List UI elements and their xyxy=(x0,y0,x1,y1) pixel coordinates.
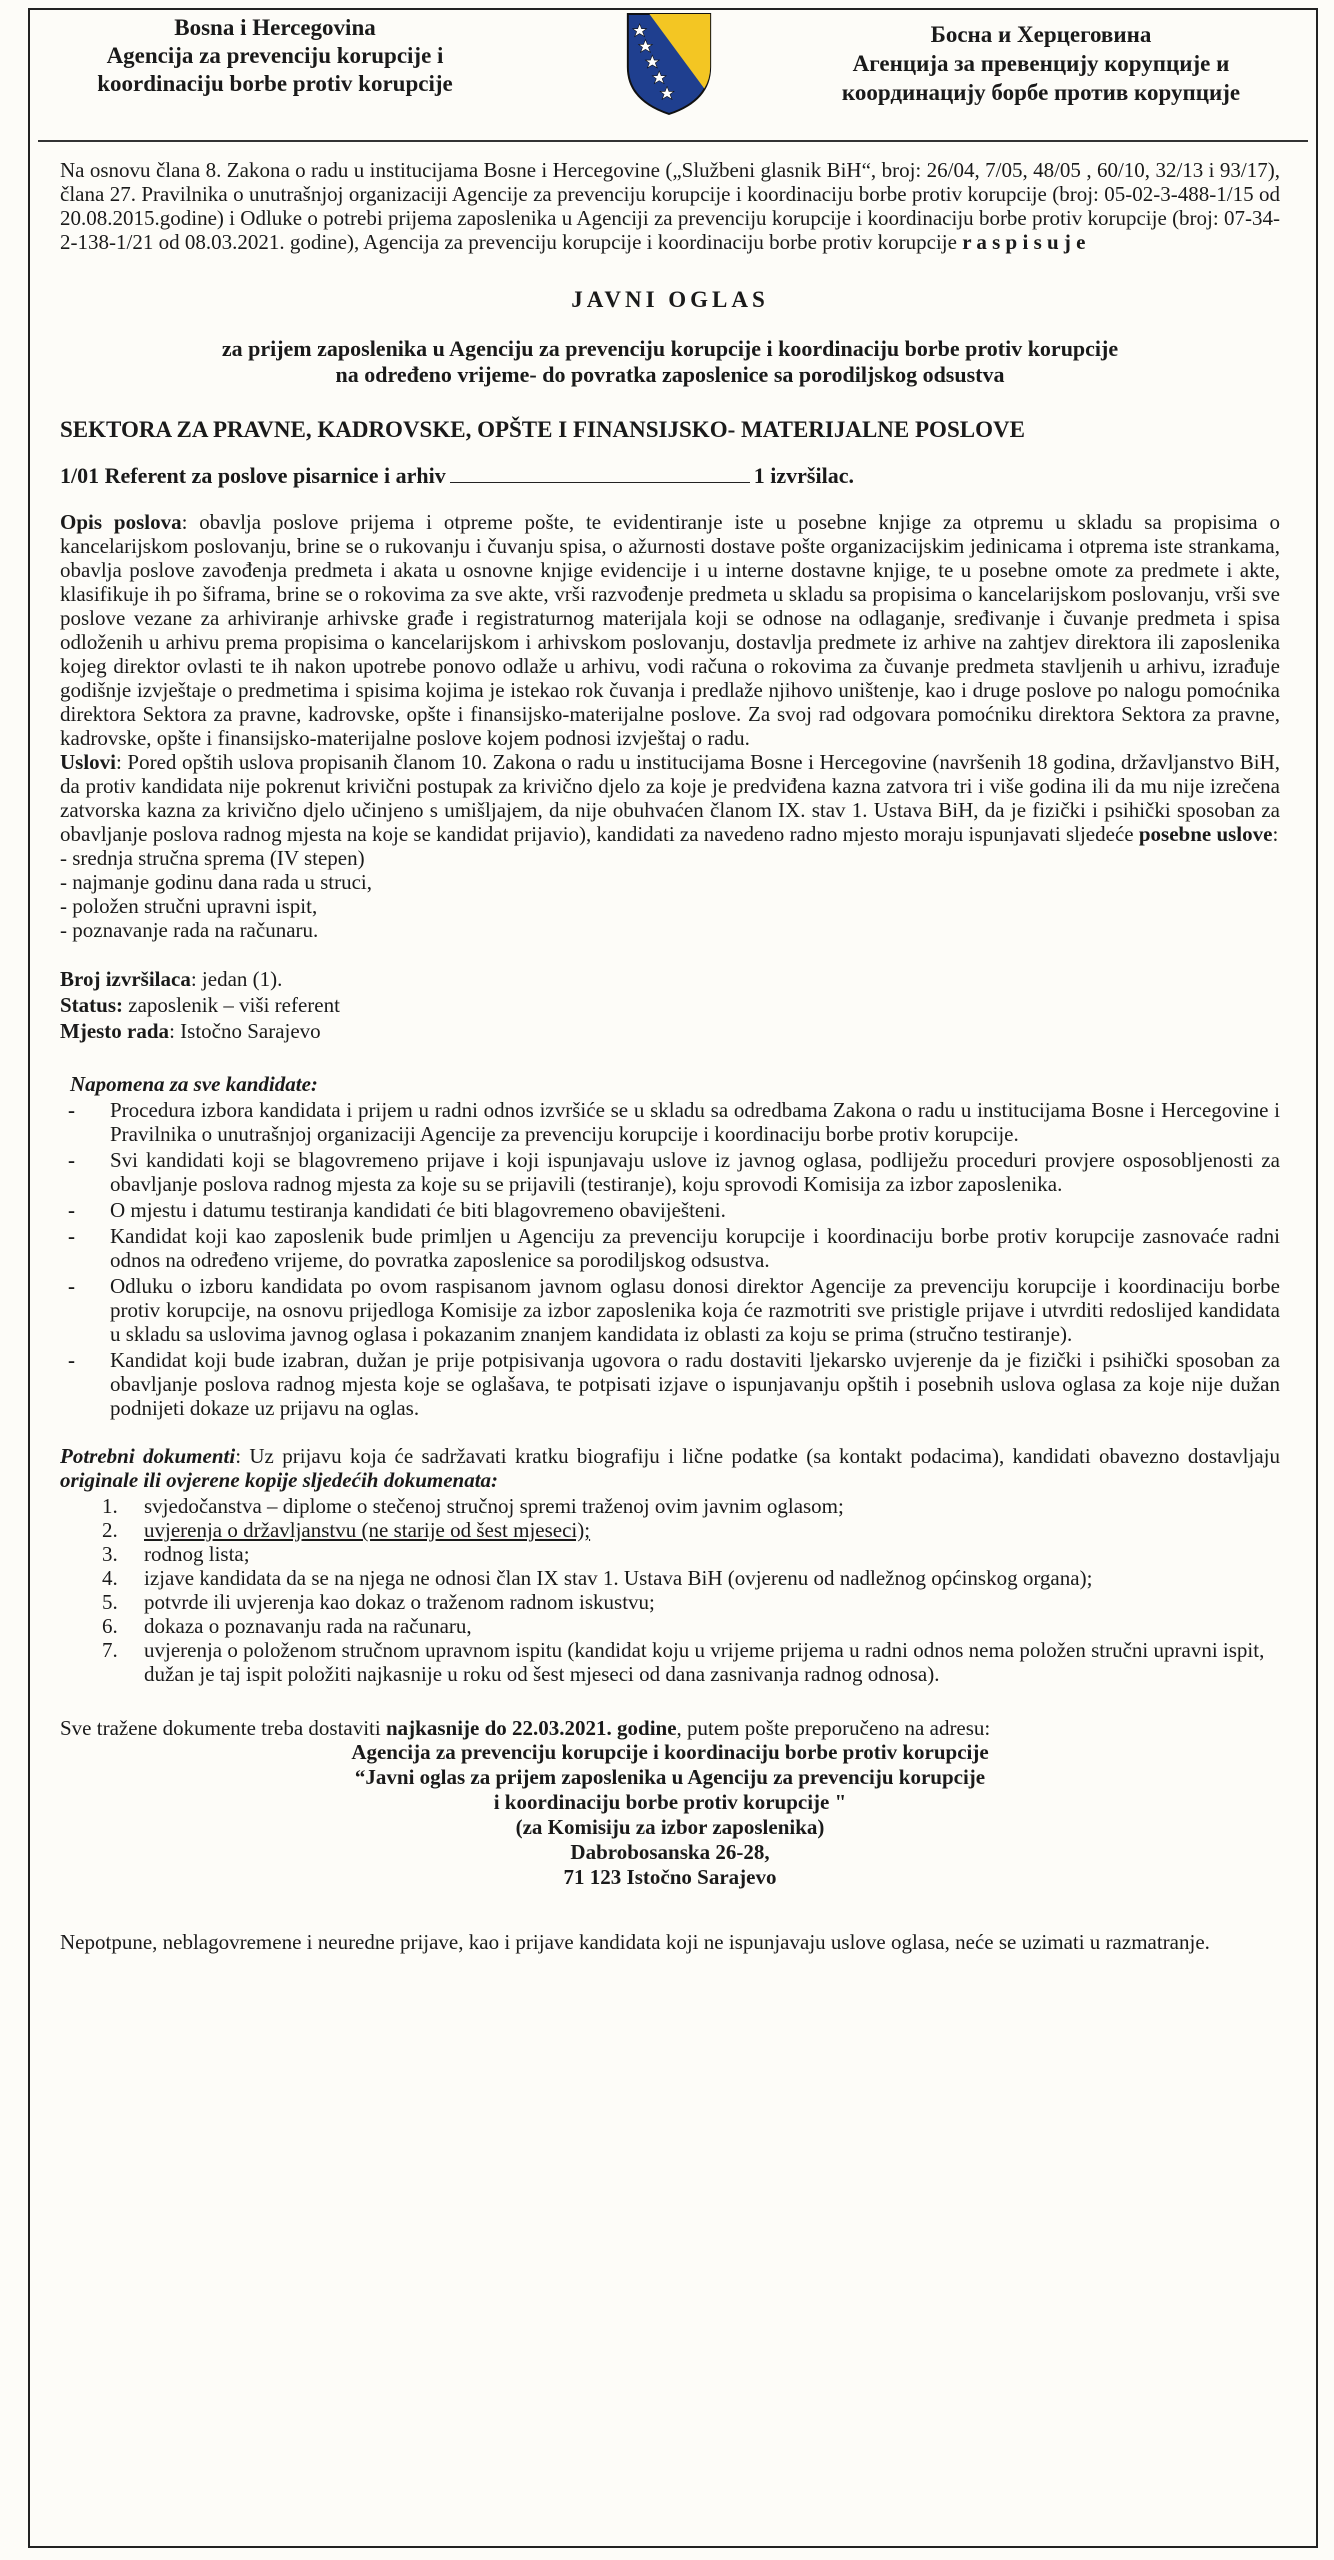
ad-subtitle xyxy=(60,336,1280,388)
list-item xyxy=(60,1638,1280,1686)
letterhead-latin xyxy=(40,14,510,98)
sector-heading: SEKTORA ZA PRAVNE, KADROVSKE, OPŠTE I FINANSIJSKO- MATERIJALNE POSLOVE xyxy=(60,417,1025,442)
address-line: “Javni oglas za prijem zaposlenika u Agenciju za prevenciju korupcije xyxy=(354,1765,986,1789)
address-line: Dabrobosanska 26-28, xyxy=(570,1840,770,1864)
letterhead-cyrillic-line: координацију борбе против корупције xyxy=(841,80,1241,105)
ad-title: JAVNI OGLAS xyxy=(571,287,769,312)
list-item: - poznavanje rada na računaru. xyxy=(60,918,319,942)
list-item: - Kandidat koji bude izabran, dužan je prije potpisivanja ugovora o radu dostaviti ljekarsko uvjerenje da je fizički i psihički sposoban za obavljanje poslova radnog mjesta koje se oglašava, te potpisati izjave o ispunjavanju opštih i posebnih uslova oglasa za koje nije dužan podnijeti dokaze uz prijavu na oglas. xyxy=(60,1348,1280,1420)
position-underline xyxy=(450,468,750,483)
position-count: 1 izvršilac. xyxy=(753,463,854,488)
letterhead-cyrillic-line: Босна и Херцеговина xyxy=(930,22,1152,47)
subtitle-line: za prijem zaposlenika u Agenciju za prevenciju korupcije i koordinaciju borbe protiv korupcije xyxy=(221,336,1119,361)
list-item xyxy=(60,1590,1280,1614)
meta-row xyxy=(60,1018,1280,1044)
header-divider xyxy=(38,140,1308,142)
ad-body xyxy=(60,158,1280,1954)
job-description xyxy=(60,510,1280,750)
address-line: Agencija za prevenciju korupcije i koordinaciju borbe protiv korupcije xyxy=(351,1740,989,1764)
job-description-label: Opis poslova xyxy=(60,510,182,534)
job-description-text: : obavlja poslove prijema i otpreme pošte, te evidentiranje iste u posebne knjige za otpremu u skladu sa propisima o kancelarijskom poslovanju, brine se o rukovanju i čuvanju spisa, o ažurnosti dostave pošte organizacijskim jedinicama i otprema iste strankama, obavlja poslove zavođenja predmeta i akata u osnovne knjige evidencije i u interne dostavne knjige, te u posebne omote za predmete i akte, klasifikuje ih po šiframa, brine se o rokovima za sve akte, vrši razvođenje predmeta u skladu sa propisima o kancelarijskom poslovanju, vrši sve poslove vezane za arhiviranje arhivske građe i registraturnog materijala koji se odnose na odlaganje, sređivanje i čuvanje predmeta i spisa odloženih u arhivu prema propisima o kancelarijskom i arhivskom poslovanju, dostavlja predmete iz arhive na zahtjev direktora ili zaposlenika kojeg direktor ovlasti te ih nakon upotrebe ponovo odlaže u arhivu, vodi računa o rokovima za čuvanje predmeta stavljenih u arhivu, izrađuje godišnje izvještaje o predmetima i spisima kojima je istekao rok čuvanja i predlaže njihovo uništenje, kao i druge poslove po nalogu pomoćnika direktora Sektora za pravne, kadrovske, opšte i finansijsko-materijalne poslove. Za svoj rad odgovara pomoćniku direktora Sektora za pravne, kadrovske, opšte i finansijsko-materijalne poslove kojem podnosi izvještaj o radu. xyxy=(60,510,1280,750)
list-item: - srednja stručna sprema (IV stepen) xyxy=(60,846,365,870)
meta-value: : jedan (1). xyxy=(190,967,283,991)
ad-frame xyxy=(28,8,1318,2548)
list-number: 6. xyxy=(102,1614,118,1638)
notes-heading: Napomena za sve kandidate: xyxy=(70,1072,318,1096)
document-text: potvrde ili uvjerenja kao dokaz o traženom radnom iskustvu; xyxy=(144,1590,655,1614)
meta-label: Mjesto rada xyxy=(60,1019,170,1043)
meta-value: : Istočno Sarajevo xyxy=(169,1019,321,1043)
meta-label: Status: xyxy=(60,993,124,1017)
address-line: (za Komisiju za izbor zaposlenika) xyxy=(515,1815,825,1839)
conditions-list xyxy=(60,846,1280,942)
list-item: - Svi kandidati koji se blagovremeno prijave i koji ispunjavaju uslove iz javnog oglasa, podliježu proceduri provjere osposobljenosti za obavljanje poslova radnog mjesta za koje su se prijavili (testiranje), koju sprovodi Komisija za izbor zaposlenika. xyxy=(60,1148,1280,1196)
documents-intro-bold: originale ili ovjerene kopije sljedećih dokumenata: xyxy=(60,1468,499,1492)
special-conditions-label: posebne uslove xyxy=(1138,822,1273,846)
legal-basis-text: Na osnovu člana 8. Zakona o radu u institucijama Bosne i Hercegovine („Službeni glasnik BiH“, broj: 26/04, 7/05, 48/05 , 60/10, 32/13 i 93/17), člana 27. Pravilnika o unutrašnjoj organizaciji Agencije za prevenciju korupcije i koordinaciju borbe protiv korupcije (broj: 05-02-3-488-1/15 od 20.08.2015.godine) i Odluke o potrebi prijema zaposlenika u Agenciji za prevenciju korupcije i koordinaciju borbe protiv korupcije (broj: 07-34-2-138-1/21 od 08.03.2021. godine), Agencija za prevenciju korupcije i koordinaciju borbe protiv korupcije xyxy=(60,158,1280,254)
letterhead-latin-line: Bosna i Hercegovina xyxy=(174,15,376,40)
raspisuje-word: r a s p i s u j e xyxy=(962,230,1086,254)
document-text: rodnog lista; xyxy=(144,1542,250,1566)
conditions-paragraph: Uslovi: Pored opštih uslova propisanih članom 10. Zakona o radu u institucijama Bosne i Hercegovine (navršenih 18 godina, državljanstvo BiH, da protiv kandidata nije pokrenut krivični postupak za krivično djelo za koje je predviđena kazna zatvora tri i više godina ili da mu nije izrečena zatvorska kazna za krivično djelo učinjeno s umišljajem, da nije obuhvaćen članom IX. stav 1. Ustava BiH, da je fizički i psihički sposoban za obavljanje poslova radnog mjesta na koje se kandidat prijavio), kandidati za navedeno radno mjesto moraju ispunjavati sljedeće posebne uslove: xyxy=(60,750,1280,846)
position-line xyxy=(60,464,1280,488)
list-item: - Odluku o izboru kandidata po ovom raspisanom javnom oglasu donosi direktor Agencije za prevenciju korupcije i koordinaciju borbe protiv korupcije, na osnovu prijedloga Komisije za izbor zaposlenika koja će razmotriti sve pristigle prijave i utvrditi redoslijed kandidata u skladu sa uslovima javnog oglasa i pokazanim znanjem kandidata iz oblasti za koju se prima (stručno testiranje). xyxy=(60,1274,1280,1346)
position-meta xyxy=(60,966,1280,1044)
list-item xyxy=(60,1614,1280,1638)
list-number: 7. xyxy=(102,1638,118,1662)
legal-basis-paragraph xyxy=(60,158,1280,254)
final-notice: Nepotpune, neblagovremene i neuredne prijave, kao i prijave kandidata koji ne ispunjavaju uslove oglasa, neće se uzimati u razmatranje. xyxy=(60,1930,1210,1954)
list-number: 4. xyxy=(102,1566,118,1590)
documents-intro-text: : Uz prijavu koja će sadržavati kratku biografiju i lične podatke (sa kontakt podacima), kandidati obavezno dostavljaju xyxy=(235,1444,1280,1468)
letterhead-cyrillic-line: Агенција за превенцију корупције и xyxy=(852,51,1230,76)
submission-deadline: najkasnije do 22.03.2021. godine xyxy=(385,1716,677,1740)
list-item: - položen stručni upravni ispit, xyxy=(60,894,318,918)
address-line: 71 123 Istočno Sarajevo xyxy=(563,1865,777,1889)
letterhead-latin-line: koordinaciju borbe protiv korupcije xyxy=(97,71,453,96)
bih-coat-of-arms-icon xyxy=(620,10,718,118)
conditions-text: : Pored opštih uslova propisanih članom 10. Zakona o radu u institucijama Bosne i Hercegovine (navršenih 18 godina, državljanstvo BiH, da protiv kandidata nije pokrenut krivični postupak za krivično djelo za koje je predviđena kazna zatvora tri i više godina ili da mu nije izrečena zatvorska kazna za krivično djelo učinjeno s umišljajem, da nije obuhvaćen članom IX. stav 1. Ustava BiH, da je fizički i psihički sposoban za obavljanje poslova radnog mjesta na koje se kandidat prijavio), kandidati za navedeno radno mjesto moraju ispunjavati sljedeće xyxy=(60,750,1280,846)
conditions-label: Uslovi xyxy=(60,750,117,774)
list-number: 3. xyxy=(102,1542,118,1566)
list-item: - najmanje godinu dana rada u struci, xyxy=(60,870,372,894)
list-number: 1. xyxy=(102,1494,118,1518)
letterhead-cyrillic xyxy=(776,20,1306,107)
list-item: - Kandidat koji kao zaposlenik bude primljen u Agenciju za prevenciju korupcije i koordinaciju borbe protiv korupcije zasnovaće radni odnos na određeno vrijeme, do povratka zaposlenice sa porodiljskog odsustva. xyxy=(60,1224,1280,1272)
documents-list xyxy=(60,1494,1280,1686)
notes-list xyxy=(60,1098,1280,1420)
meta-label: Broj izvršilaca xyxy=(60,967,191,991)
letterhead-latin-line: Agencija za prevenciju korupcije i xyxy=(106,43,444,68)
list-item xyxy=(60,1518,1280,1542)
document-text: uvjerenja o položenom stručnom upravnom ispitu (kandidat koju u vrijeme prijema u radni odnos nema položen stručni upravni ispit, dužan je taj ispit položiti najkasnije u roku od šest mjeseci od dana zasnivanja radnog odnosa). xyxy=(144,1638,1265,1686)
submission-instructions xyxy=(60,1716,1280,1740)
subtitle-line: na određeno vrijeme- do povratka zaposlenice sa porodiljskog odsustva xyxy=(335,362,1005,387)
mailing-address xyxy=(60,1740,1280,1890)
list-item xyxy=(60,1542,1280,1566)
meta-row xyxy=(60,966,1280,992)
documents-intro xyxy=(60,1444,1280,1492)
document-text: dokaza o poznavanju rada na računaru, xyxy=(144,1614,472,1638)
document-text: svjedočanstva – diplome o stečenoj stručnoj spremi traženoj ovim javnim oglasom; xyxy=(144,1494,844,1518)
meta-row xyxy=(60,992,1280,1018)
list-item: - Procedura izbora kandidata i prijem u radni odnos izvršiće se u skladu sa odredbama Zakona o radu u institucijama Bosne i Hercegovine i Pravilnika o unutrašnjoj organizaciji Agencije za prevenciju korupcije i koordinaciju borbe protiv korupcije. xyxy=(60,1098,1280,1146)
submission-post: , putem pošte preporučeno na adresu: xyxy=(676,1716,991,1740)
document-text: izjave kandidata da se na njega ne odnosi član IX stav 1. Ustava BiH (ovjerenu od nadležnog općinskog organa); xyxy=(144,1566,1093,1590)
position-title: 1/01 Referent za poslove pisarnice i arhiv xyxy=(60,463,446,488)
letterhead xyxy=(30,10,1316,120)
documents-label: Potrebni dokumenti xyxy=(60,1444,236,1468)
meta-value: zaposlenik – viši referent xyxy=(123,993,340,1017)
submission-pre: Sve tražene dokumente treba dostaviti xyxy=(60,1716,386,1740)
list-item xyxy=(60,1494,1280,1518)
document-text: uvjerenja o državljanstvu (ne starije od šest mjeseci); xyxy=(144,1518,591,1542)
address-line: i koordinaciju borbe protiv korupcije " xyxy=(493,1790,847,1814)
list-item: - O mjestu i datumu testiranja kandidati će biti blagovremeno obaviješteni. xyxy=(60,1198,1280,1222)
list-number: 5. xyxy=(102,1590,118,1614)
list-number: 2. xyxy=(102,1518,118,1542)
list-item xyxy=(60,1566,1280,1590)
